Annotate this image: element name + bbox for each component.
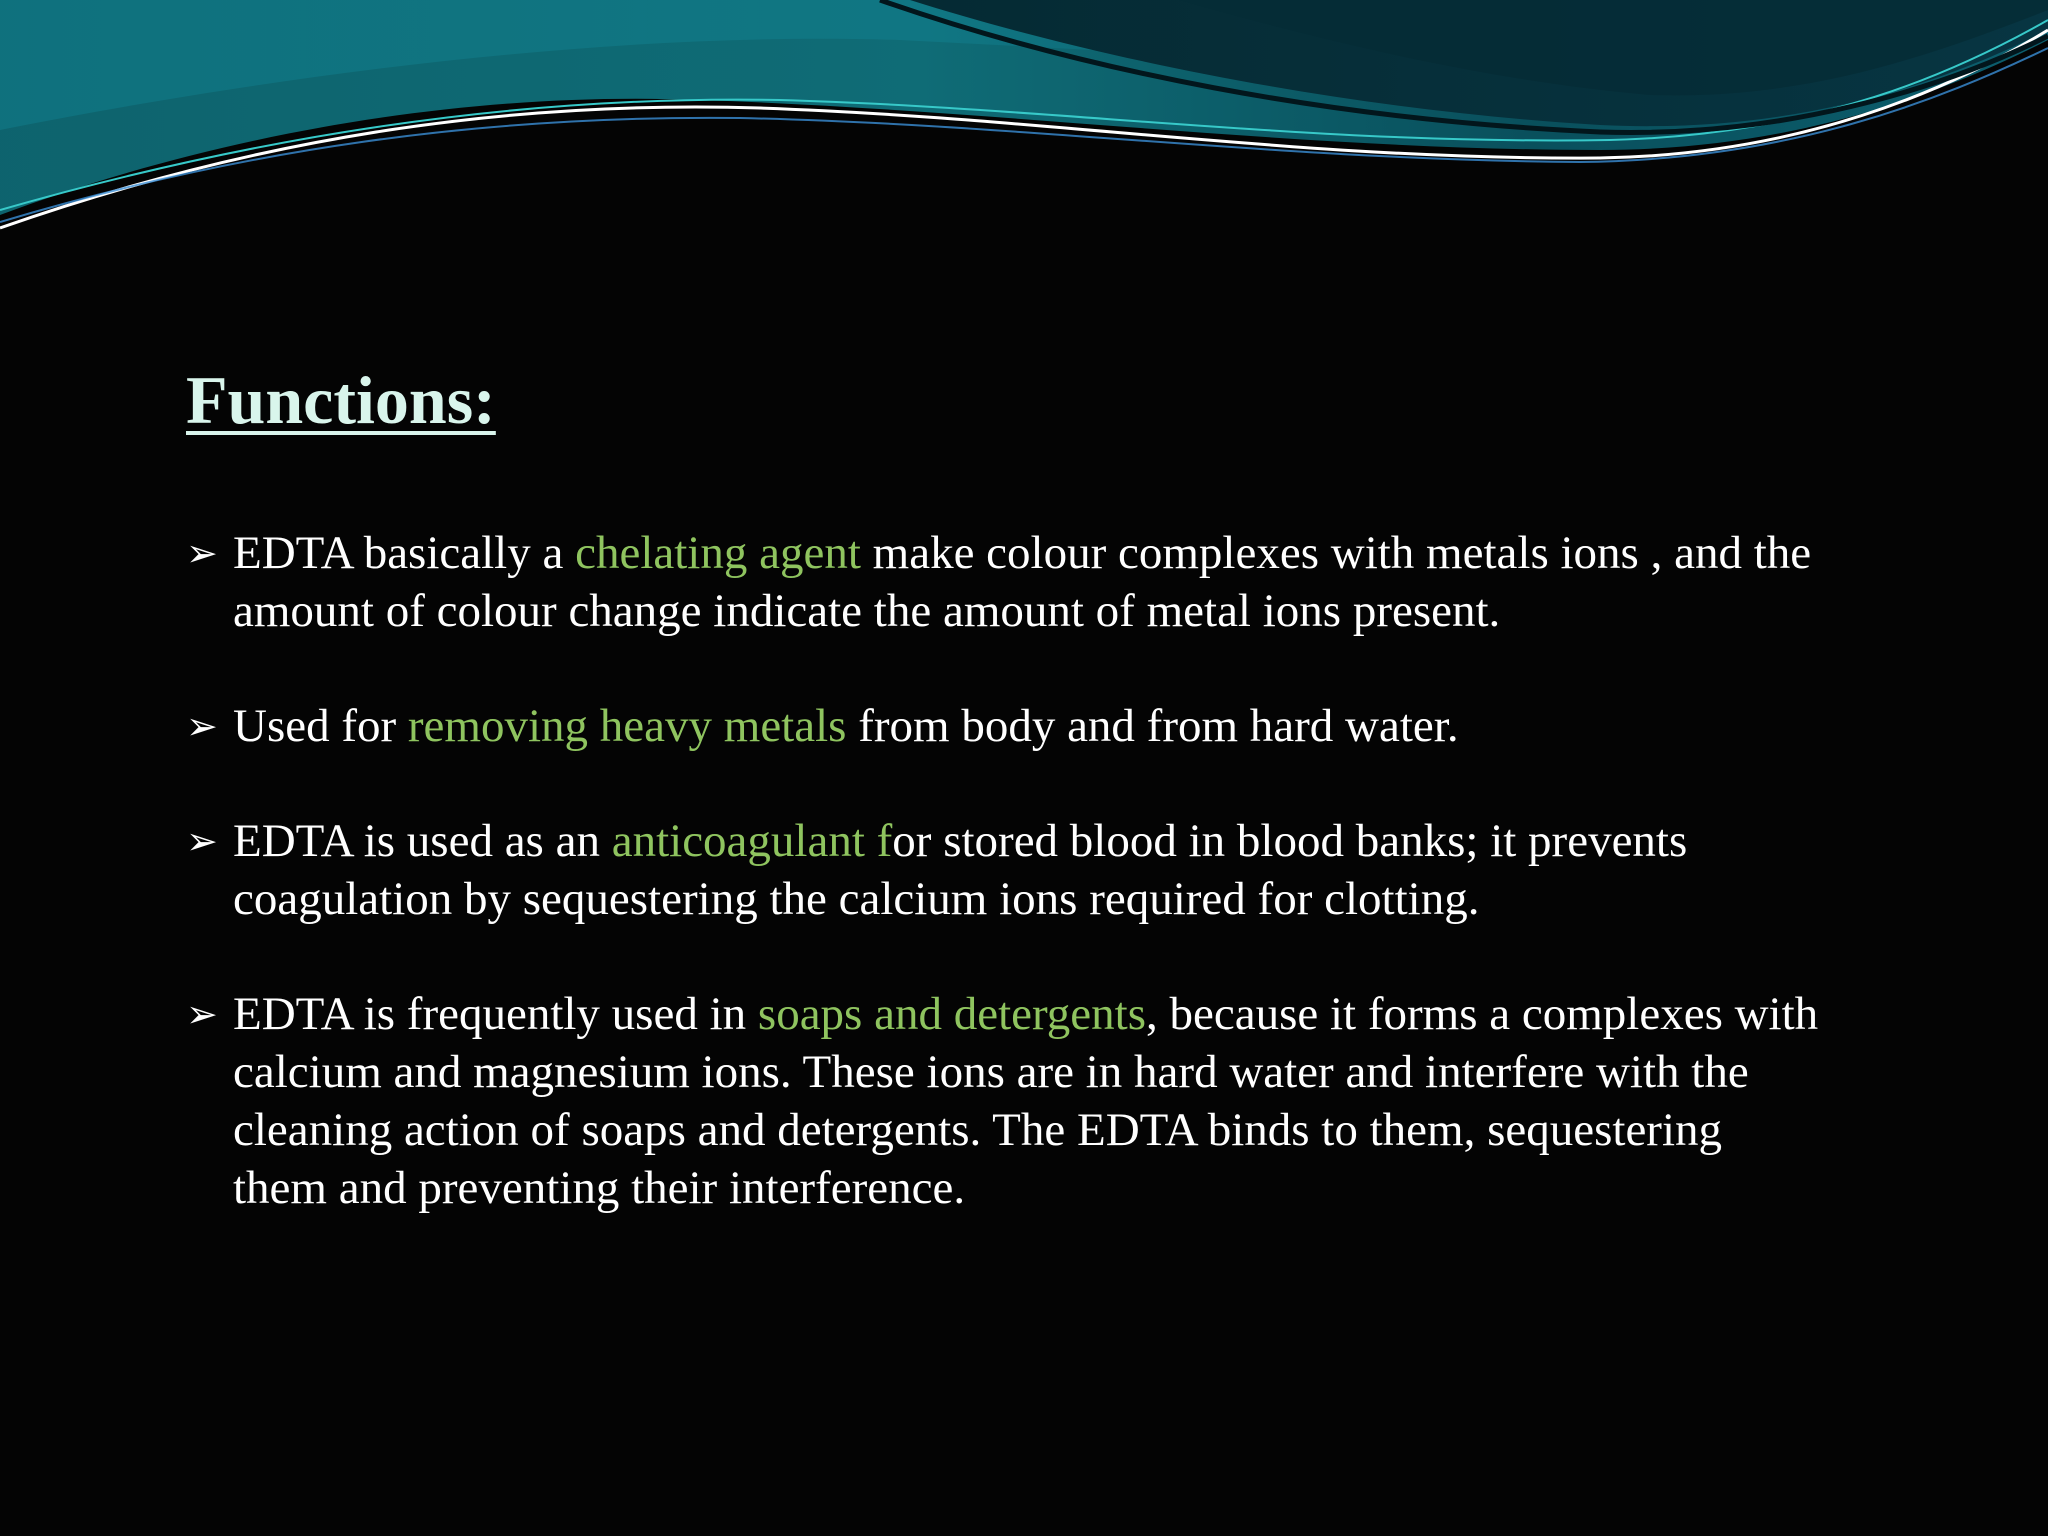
bullet-item [186, 812, 1826, 928]
arrow-bullet-icon: ➢ [186, 819, 218, 863]
arrow-bullet-icon: ➢ [186, 992, 218, 1036]
bullet-highlight: soaps and detergents [757, 988, 1147, 1040]
wave-header-decoration [0, 0, 2048, 240]
bullet-text: Used for [233, 700, 408, 752]
slide-title: Functions: [186, 362, 496, 438]
bullet-text: EDTA basically a [233, 527, 576, 579]
bullet-highlight: removing heavy metals [407, 700, 847, 752]
bullet-text: make colour complexes with metals ions , and the amount of colour change indicate the amount of metal ions present. [233, 527, 1812, 637]
bullet-highlight: anticoagulant f [611, 815, 893, 867]
bullet-text: from body and from hard water. [846, 700, 1459, 752]
arrow-bullet-icon: ➢ [186, 704, 218, 748]
bullet-text: , because it forms a complexes with calcium and magnesium ions. These ions are in hard water and interfere with the cleaning action of soaps and detergents. The EDTA binds to them, sequestering them and preventing their interference. [233, 988, 1819, 1214]
bullet-item [186, 524, 1826, 640]
bullet-text: EDTA is used as an [233, 815, 612, 867]
bullet-item [186, 985, 1826, 1217]
bullet-list [186, 524, 1826, 1274]
arrow-bullet-icon: ➢ [186, 531, 218, 575]
bullet-text: EDTA is frequently used in [233, 988, 758, 1040]
bullet-text: or stored blood in blood banks; it prevents coagulation by sequestering the calcium ions required for clotting. [233, 815, 1688, 925]
bullet-highlight: chelating agent [575, 527, 861, 579]
bullet-item [186, 697, 1826, 755]
